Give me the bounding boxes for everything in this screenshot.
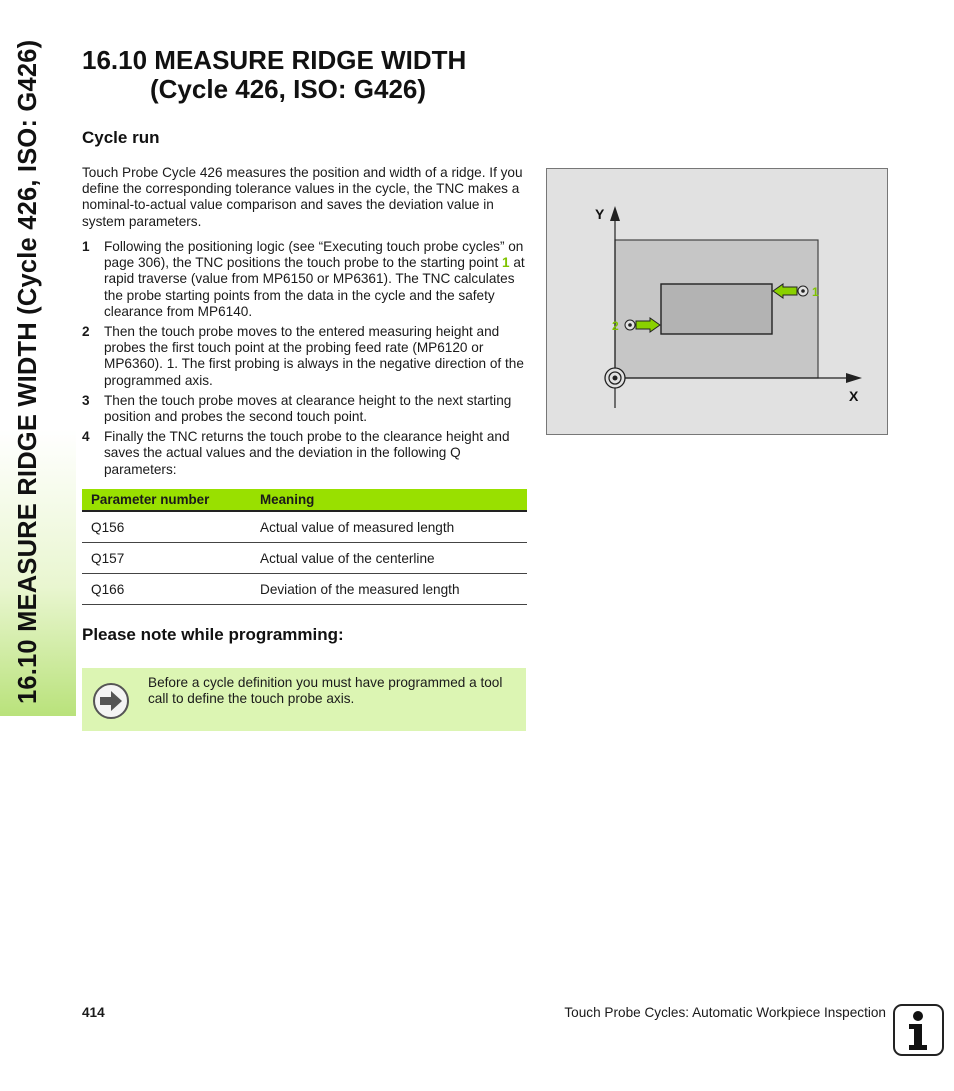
- side-chapter-title: 16.10 MEASURE RIDGE WIDTH (Cycle 426, ISO: G426): [14, 39, 42, 704]
- step-number: 3: [82, 392, 90, 408]
- page-title: [82, 46, 466, 104]
- probe-symbol-2-dot: [628, 323, 632, 327]
- info-icon: [893, 1004, 944, 1056]
- side-chapter-tab: [0, 0, 76, 716]
- probe-symbol-1-dot: [801, 289, 805, 293]
- table-cell-parameter: Q157: [82, 543, 250, 574]
- step-highlight: 1: [502, 255, 510, 271]
- ridge-width-diagram: [546, 168, 888, 435]
- note-text: Before a cycle definition you must have programmed a tool call to define the touch probe axis.: [148, 675, 503, 707]
- step-text: Then the touch probe moves to the entered measuring height and probes the first touch point at the probing feed rate (MP6120 or MP6360). 1. The first probing is always in the negative direction of the programmed axis.: [104, 324, 524, 388]
- arrow-right-circle-icon: [92, 682, 130, 720]
- q-parameter-table: [82, 489, 527, 605]
- y-axis-label: Y: [595, 206, 605, 222]
- table-header-meaning: Meaning: [250, 489, 527, 511]
- table-cell-parameter: Q156: [82, 511, 250, 543]
- origin-center-dot: [613, 376, 618, 381]
- table-cell-meaning: Actual value of measured length: [250, 511, 527, 543]
- step-item: [82, 324, 526, 389]
- x-axis-label: X: [849, 388, 859, 404]
- point-label-1: 1: [812, 285, 819, 299]
- step-item: [82, 429, 526, 478]
- step-item: [82, 393, 526, 425]
- table-cell-parameter: Q166: [82, 574, 250, 605]
- step-text: Then the touch probe moves at clearance height to the next starting position and probes the second touch point.: [104, 392, 512, 425]
- table-row: [82, 574, 527, 605]
- section-title-cycle-run: Cycle run: [82, 128, 160, 147]
- step-text: at rapid traverse (value from MP6150 or MP6361). The TNC calculates the probe starting points from the data in the cycle and the safety clearance from MP6140.: [104, 255, 525, 319]
- table-cell-meaning: Actual value of the centerline: [250, 543, 527, 574]
- table-row: [82, 543, 527, 574]
- step-item: [82, 239, 526, 320]
- table-header-row: [82, 489, 527, 511]
- table-header-parameter: Parameter number: [82, 489, 250, 511]
- step-text: Following the positioning logic (see “Executing touch probe cycles” on page 306), the TNC positions the touch probe to the starting point: [104, 239, 524, 271]
- step-text: Finally the TNC returns the touch probe to the clearance height and saves the actual values and the deviation in the following Q parameters:: [104, 429, 510, 477]
- page-number: 414: [82, 1005, 105, 1020]
- footer-chapter-title: Touch Probe Cycles: Automatic Workpiece Inspection: [564, 1005, 886, 1020]
- page-title-line2: (Cycle 426, ISO: G426): [150, 74, 427, 104]
- step-number: 1: [82, 239, 90, 254]
- intro-paragraph: Touch Probe Cycle 426 measures the position and width of a ridge. If you define the corresponding tolerance values in the cycle, the TNC makes a nominal-to-actual value comparison and saves the deviation value in system parameters.: [82, 165, 523, 229]
- point-label-2: 2: [612, 319, 619, 333]
- table-row: [82, 511, 527, 543]
- ridge: [661, 284, 772, 334]
- step-number: 2: [82, 324, 90, 340]
- note-box: [82, 668, 526, 731]
- cycle-steps-list: [82, 239, 526, 482]
- step-number: 4: [82, 429, 90, 445]
- section-title-notes: Please note while programming:: [82, 625, 344, 644]
- table-cell-meaning: Deviation of the measured length: [250, 574, 527, 605]
- page-title-line1: 16.10 MEASURE RIDGE WIDTH: [82, 45, 467, 75]
